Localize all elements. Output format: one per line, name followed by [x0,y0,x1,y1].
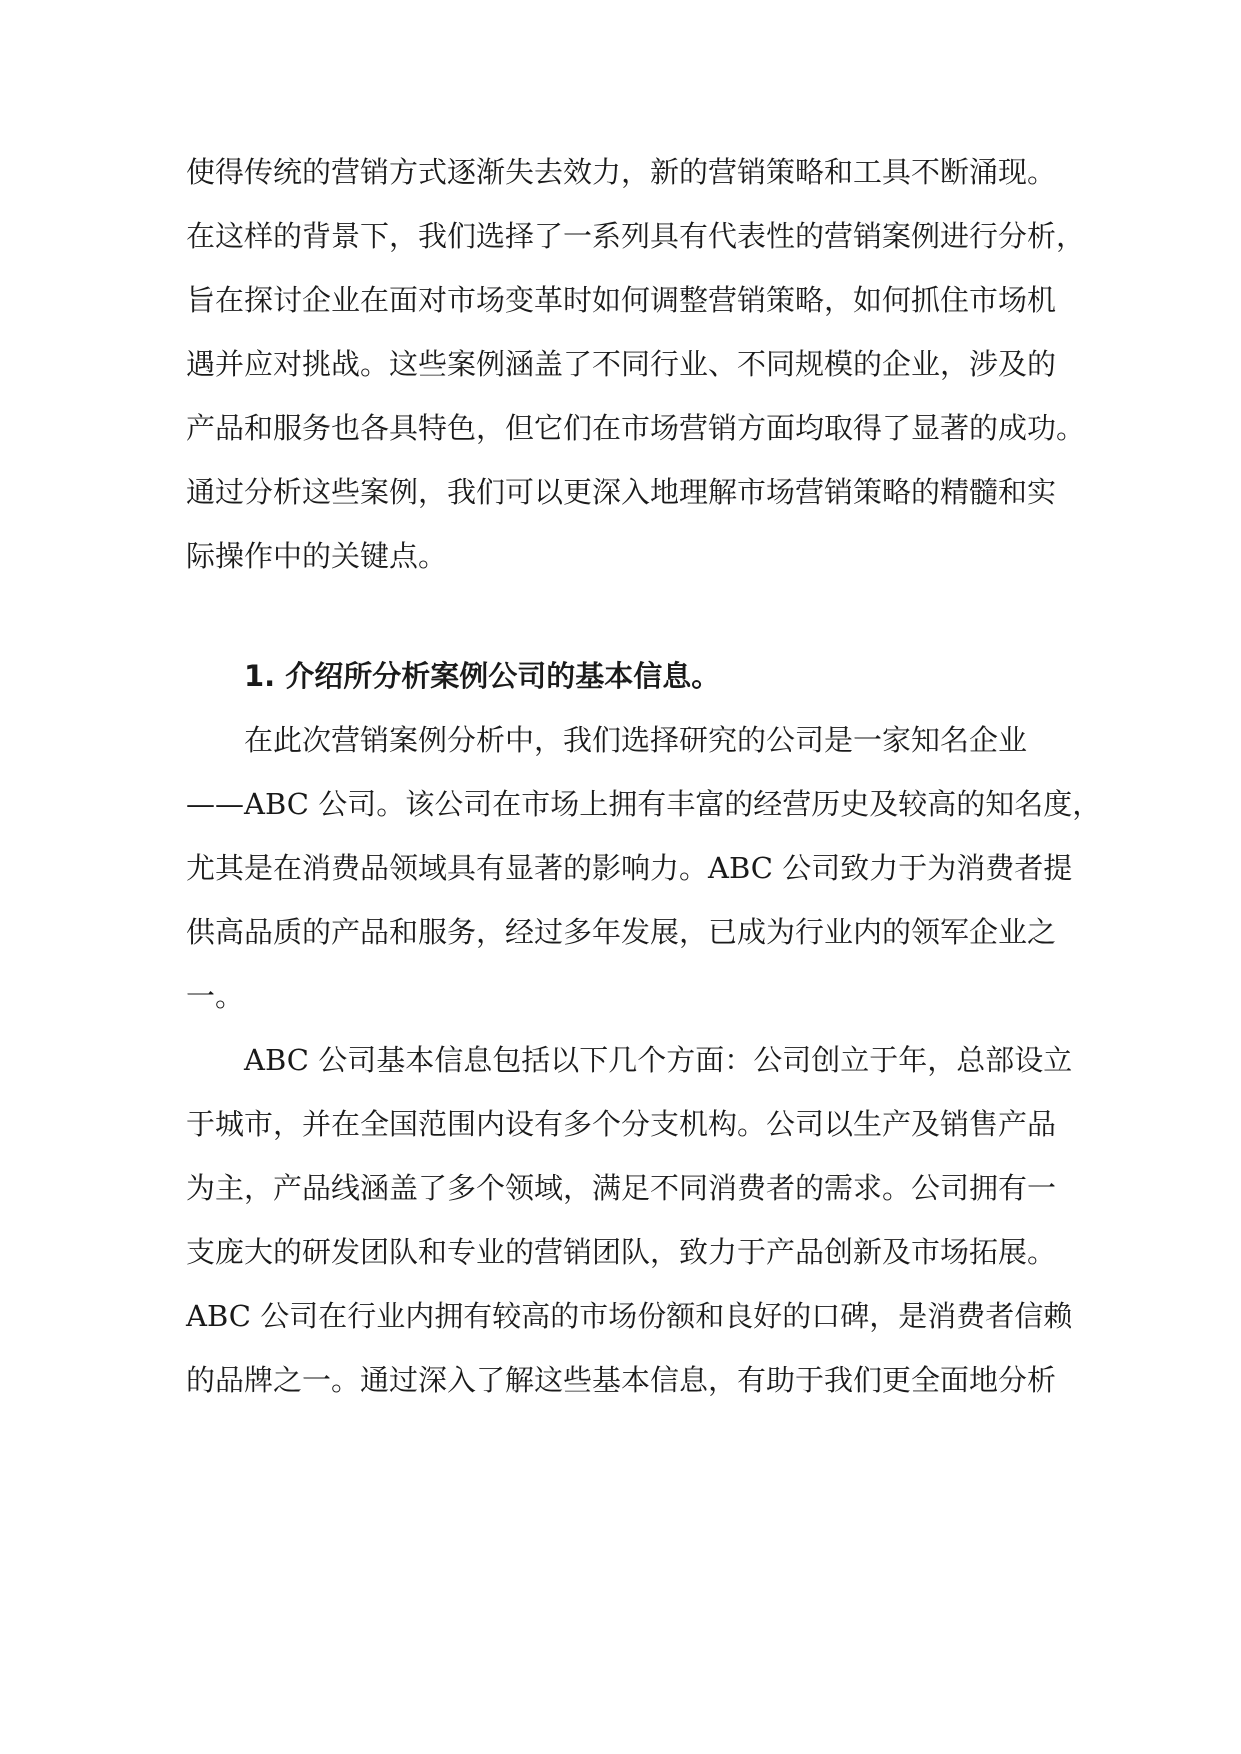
text-line: 为主，产品线涵盖了多个领域，满足不同消费者的需求。公司拥有一 [186,1171,1057,1205]
paragraph-spacer [186,588,1066,644]
text-line: 在此次营销案例分析中，我们选择研究的公司是一家知名企业 [244,723,1028,757]
text-line: 在这样的背景下，我们选择了一系列具有代表性的营销案例进行分析， [186,219,1086,253]
text-line: 于城市，并在全国范围内设有多个分支机构。公司以生产及销售产品 [186,1107,1057,1141]
text-line: 使得传统的营销方式逐渐失去效力，新的营销策略和工具不断涌现。 [186,155,1057,189]
section-heading: 1. 介绍所分析案例公司的基本信息。 [244,659,721,693]
text-line: 遇并应对挑战。这些案例涵盖了不同行业、不同规模的企业，涉及的 [186,347,1057,381]
company-info-paragraph [186,1028,1073,1412]
text-line: 的品牌之一。通过深入了解这些基本信息，有助于我们更全面地分析 [186,1363,1057,1397]
intro-paragraph [186,140,1086,588]
text-line: ABC 公司在行业内拥有较高的市场份额和良好的口碑，是消费者信赖 [186,1299,1073,1333]
text-line: 旨在探讨企业在面对市场变革时如何调整营销策略，如何抓住市场机 [186,283,1057,317]
text-line: 一。 [186,979,245,1013]
text-line: ABC 公司基本信息包括以下几个方面：公司创立于年，总部设立 [244,1043,1073,1077]
text-line: 支庞大的研发团队和专业的营销团队，致力于产品创新及市场拓展。 [186,1235,1057,1269]
text-line: ——ABC 公司。该公司在市场上拥有丰富的经营历史及较高的知名度， [186,787,1102,821]
company-intro-paragraph [186,708,1102,1028]
text-line: 产品和服务也各具特色，但它们在市场营销方面均取得了显著的成功。 [186,411,1086,445]
document-body [186,140,1102,1412]
text-line: 尤其是在消费品领域具有显著的影响力。ABC 公司致力于为消费者提 [186,851,1073,885]
text-line: 供高品质的产品和服务，经过多年发展，已成为行业内的领军企业之 [186,915,1057,949]
text-line: 际操作中的关键点。 [186,539,448,573]
text-line: 通过分析这些案例，我们可以更深入地理解市场营销策略的精髓和实 [186,475,1057,509]
